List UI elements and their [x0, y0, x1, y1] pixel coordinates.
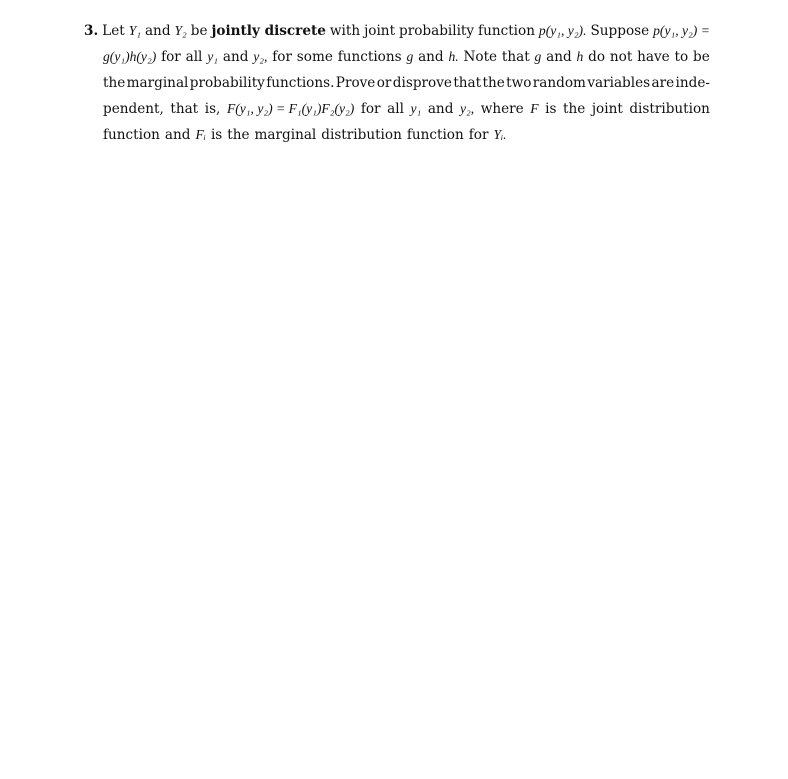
word: that [170, 101, 199, 117]
word: to [674, 49, 689, 65]
word: or [376, 75, 392, 91]
math-expression: p(y₁, y₂). [538, 23, 587, 38]
word: all [185, 49, 203, 65]
word: all [387, 101, 404, 117]
math-expression: F(y₁, y₂) = F₁(y₁)F₂(y₂) [226, 101, 355, 116]
math-expression: y₂, [253, 49, 268, 64]
word: joint [364, 23, 396, 39]
word: marginal [254, 127, 317, 143]
word: that [501, 49, 530, 65]
math-expression: g(y₁)h(y₂) [103, 49, 157, 64]
word: and [427, 101, 454, 117]
word: be [190, 23, 208, 39]
math-expression: g [534, 49, 542, 64]
word: and [222, 49, 249, 65]
math-expression: p(y₁, y₂) = [653, 23, 710, 38]
word: are [651, 75, 675, 91]
word: the [482, 75, 505, 91]
math-expression: Fᵢ [195, 127, 206, 142]
math-expression: g [406, 49, 414, 64]
math-expression: y₁ [410, 101, 422, 116]
math-expression: Yᵢ. [493, 127, 507, 142]
word: inde- [675, 75, 710, 91]
word: for [468, 127, 489, 143]
math-expression: Y₂ [174, 23, 187, 38]
word: for [161, 49, 181, 65]
word: the [227, 127, 250, 143]
math-expression: F [530, 101, 539, 116]
word: disprove [392, 75, 452, 91]
word: pendent, [103, 101, 164, 117]
word: is [210, 127, 223, 143]
word: be [693, 49, 710, 65]
problem-line-3 [103, 70, 710, 96]
problem-line-4 [103, 96, 710, 122]
word: where [480, 101, 524, 117]
word: function [478, 23, 535, 39]
problem-line-5 [103, 122, 710, 148]
word: is, [204, 101, 221, 117]
word: not [609, 49, 633, 65]
word: marginal [126, 75, 189, 91]
word: Suppose [590, 23, 650, 39]
word: functions. [266, 75, 335, 91]
word: and [418, 49, 444, 65]
problem-number: 3. [84, 23, 99, 39]
word: distribution [629, 101, 710, 117]
math-expression: h [576, 49, 584, 64]
word: functions [337, 49, 402, 65]
word: that [453, 75, 482, 91]
emphasis-term: jointly discrete [211, 23, 326, 39]
problem-3 [84, 18, 710, 148]
word: with [329, 23, 361, 39]
math-expression: h. [448, 49, 459, 64]
word: and [144, 23, 171, 39]
word: distribution [321, 127, 402, 143]
math-expression: Y₁ [128, 23, 141, 38]
math-expression: y₂, [459, 101, 475, 116]
word: probability [399, 23, 475, 39]
word: probability [189, 75, 265, 91]
word: the [563, 101, 586, 117]
word: function [406, 127, 464, 143]
word: have [637, 49, 670, 65]
word: the [103, 75, 126, 91]
math-expression: y₁ [207, 49, 219, 64]
word: for [272, 49, 292, 65]
word: joint [591, 101, 623, 117]
word: for [360, 101, 381, 117]
word: do [588, 49, 606, 65]
word: function [103, 127, 160, 143]
word: some [296, 49, 333, 65]
word: and [164, 127, 191, 143]
problem-line-1 [84, 18, 710, 44]
word: is [545, 101, 557, 117]
word: Let [102, 23, 125, 39]
word: random [532, 75, 586, 91]
word: two [506, 75, 532, 91]
word: and [546, 49, 572, 65]
word: Note [463, 49, 498, 65]
problem-line-2 [103, 44, 710, 70]
word: Prove [335, 75, 376, 91]
word: variables [587, 75, 651, 91]
